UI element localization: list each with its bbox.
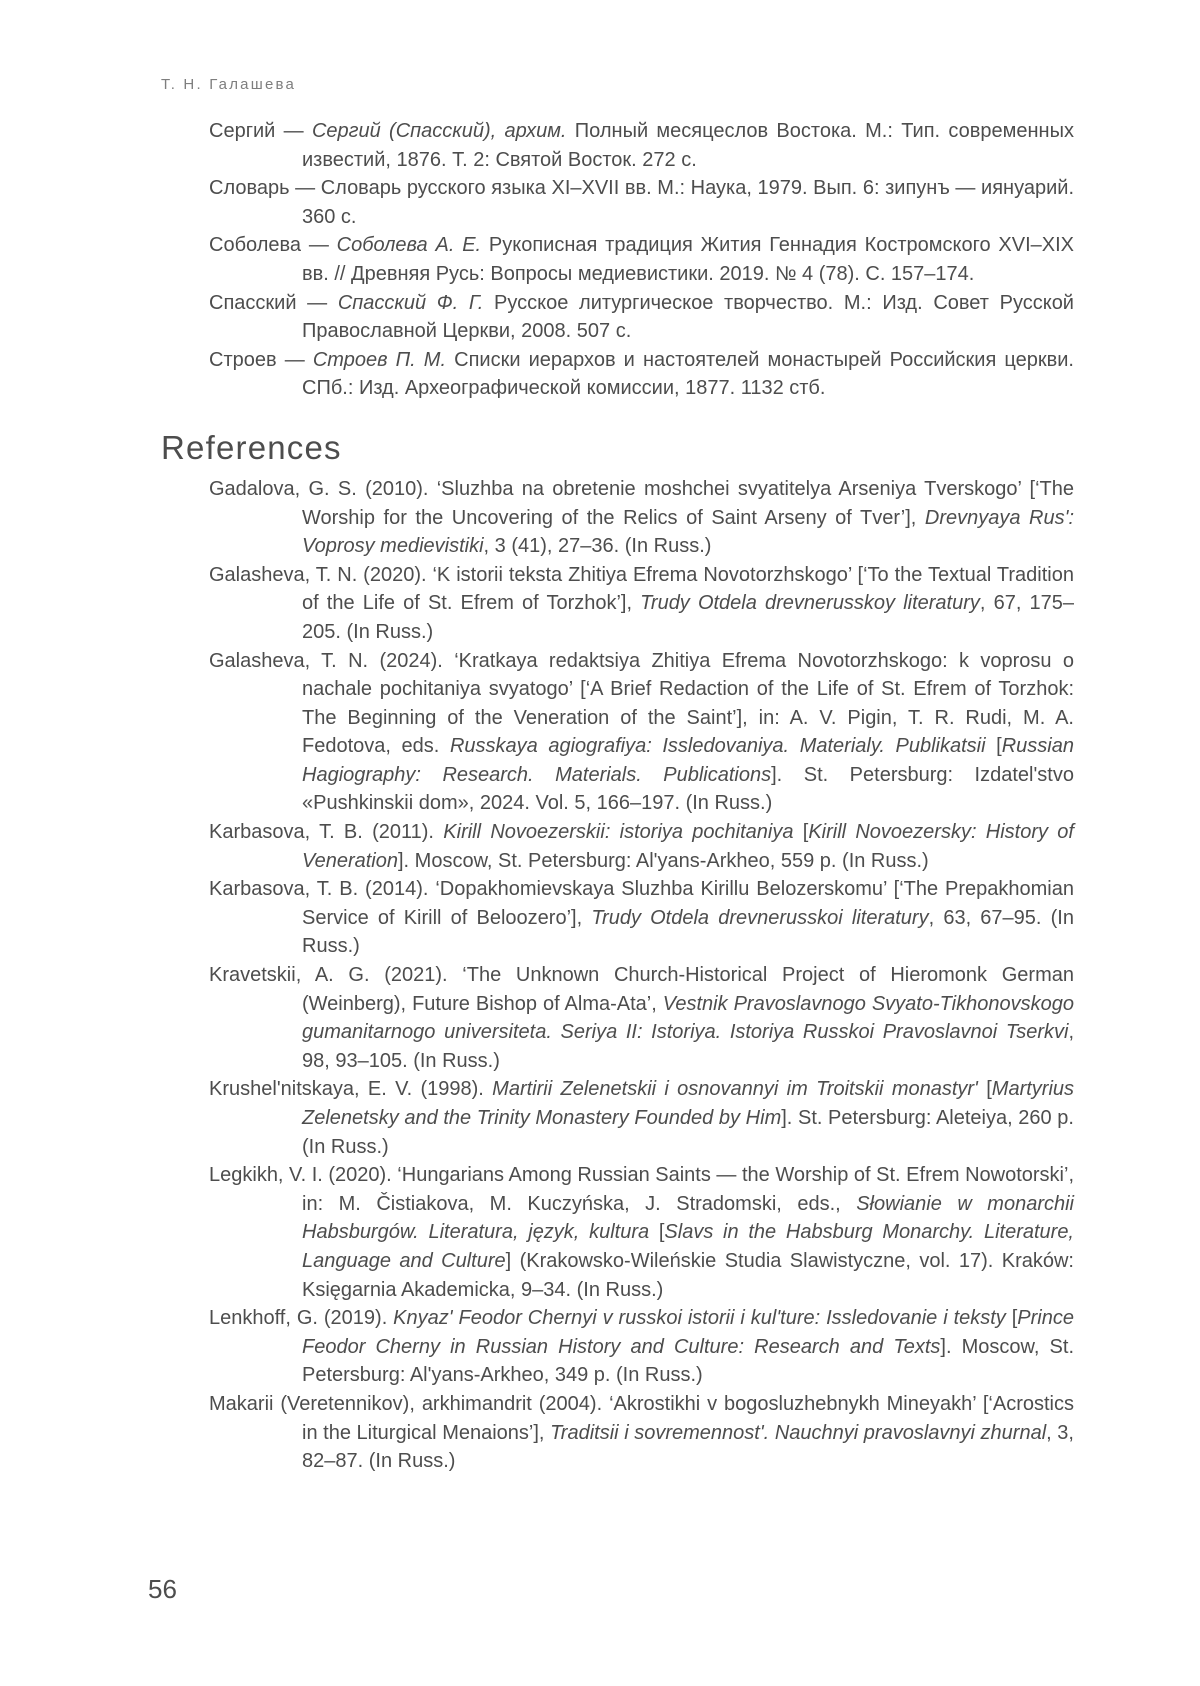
text-segment: [	[649, 1221, 665, 1244]
text-segment: , 98, 93–105. (In Russ.)	[302, 1021, 1074, 1072]
reference-entry	[161, 647, 1074, 819]
italic-title-segment: Slavs in the Habsburg Monarchy. Literature, Language and Culture	[302, 1221, 1074, 1272]
text-segment: Русское литургическое творчество. М.: Изд. Совет Русской Православной Церкви, 2008. 507 с.	[302, 291, 1074, 343]
text-segment: ]. Moscow, St. Petersburg: Al'yans-Arkheo, 349 p. (In Russ.)	[302, 1335, 1074, 1387]
italic-title-segment: Vestnik Pravoslavnogo Svyato-Tikhonovskogo gumanitarnogo universiteta. Seriya II: Istoriya. Istoriya Russkoi Pravoslavnoi Tserkvi	[302, 992, 1074, 1044]
italic-title-segment: Russian Hagiography: Research. Materials. Publications	[302, 735, 1074, 786]
running-header: Т. Н. Галашева	[161, 76, 297, 93]
text-segment: Karbasova, T. B. (2011).	[209, 821, 444, 844]
text-segment: ]. St. Petersburg: Izdatel'stvo «Pushkinskii dom», 2024. Vol. 5, 166–197. (In Russ.)	[302, 763, 1074, 815]
page-content	[161, 117, 1074, 1476]
text-segment: ]. Moscow, St. Petersburg: Al'yans-Arkheo, 559 p. (In Russ.)	[398, 849, 929, 872]
italic-title-segment: Russkaya agiografiya: Issledovaniya. Materialy. Publikatsii	[449, 735, 986, 758]
bibliography-entry	[161, 117, 1074, 174]
italic-title-segment: Соболева А. Е.	[336, 234, 482, 257]
text-segment: Legkikh, V. I. (2020). ‘Hungarians Among Russian Saints — the Worship of St. Efrem Nowotorski’, in: M. Čistiakova, M. Kuczyńska, J. Stradomski, eds.,	[209, 1164, 1074, 1215]
italic-title-segment: Martyrius Zelenetsky and the Trinity Monastery Founded by Him	[302, 1078, 1075, 1129]
reference-entry	[161, 1390, 1074, 1476]
bibliography-entry	[161, 231, 1074, 288]
references-heading: References	[161, 428, 342, 466]
text-segment: [	[793, 821, 809, 844]
italic-title-segment: Knyaz' Feodor Chernyi v russkoi istorii i kul'ture: Issledovanie i teksty	[393, 1307, 1006, 1330]
text-segment: Galasheva, T. N. (2024). ‘Kratkaya redaktsiya Zhitiya Efrema Novotorzhskogo: k voprosu o nachale pochitaniya svyatogo’ [‘A Brief Redaction of the Life of St. Efrem of Torzhok: The Beginning of the Veneration of the Saint’], in: A. V. Pigin, T. R. Rudi, M. A. Fedotova, eds.	[209, 649, 1074, 758]
text-segment: , 67, 175–205. (In Russ.)	[302, 592, 1075, 643]
text-segment: ]. St. Petersburg: Aleteiya, 260 p. (In Russ.)	[302, 1107, 1074, 1158]
bibliography-entry	[161, 289, 1074, 346]
text-segment: Полный месяцеслов Востока. М.: Тип. современных известий, 1876. Т. 2: Святой Восток. 272 с.	[302, 120, 1074, 171]
text-segment: Kravetskii, A. G. (2021). ‘The Unknown Church-Historical Project of Hieromonk German (Weinberg), Future Bishop of Alma-Ata’,	[209, 964, 1074, 1015]
bibliography-entry	[161, 174, 1074, 231]
text-segment: , 3, 82–87. (In Russ.)	[302, 1421, 1074, 1473]
references-section	[161, 475, 1074, 1476]
text-segment: [	[1005, 1307, 1018, 1330]
text-segment: [	[985, 735, 1002, 758]
italic-title-segment: Trudy Otdela drevnerusskoi literatury	[591, 906, 929, 929]
reference-entry	[161, 961, 1074, 1075]
text-segment: Спасский —	[209, 291, 338, 314]
text-segment: [	[977, 1078, 992, 1101]
italic-title-segment: Kirill Novoezersky: History of Veneration	[302, 821, 1074, 872]
text-segment: Списки иерархов и настоятелей монастырей Российския церкви. СПб.: Изд. Археографической комиссии, 1877. 1132 стб.	[302, 348, 1074, 400]
text-segment: Рукописная традиция Жития Геннадия Костромского XVI–XIX вв. // Древняя Русь: Вопросы медиевистики. 2019. № 4 (78). С. 157–174.	[302, 234, 1075, 285]
text-segment: Соболева —	[209, 234, 337, 257]
italic-title-segment: Słowianie w monarchii Habsburgów. Literatura, język, kultura	[302, 1192, 1074, 1244]
reference-entry	[161, 1161, 1074, 1304]
page-number: 56	[148, 1574, 177, 1604]
abbreviations-section	[161, 117, 1074, 403]
text-segment: , 3 (41), 27–36. (In Russ.)	[483, 535, 712, 558]
text-segment: Gadalova, G. S. (2010). ‘Sluzhba na obretenie moshchei svyatitelya Arseniya Tverskogo’ [‘The Worship for the Uncovering of the Relics of Saint Arseny of Tver’],	[209, 477, 1074, 529]
italic-title-segment: Сергий (Спасский), архим.	[311, 120, 567, 142]
reference-entry	[161, 875, 1074, 961]
italic-title-segment: Prince Feodor Cherny in Russian History and Culture: Research and Texts	[302, 1307, 1074, 1358]
italic-title-segment: Drevnyaya Rus': Voprosy medievistiki	[302, 506, 1074, 558]
italic-title-segment: Спасский Ф. Г.	[337, 291, 484, 314]
text-segment: , 63, 67–95. (In Russ.)	[302, 906, 1074, 958]
italic-title-segment: Trudy Otdela drevnerusskoy literatury	[640, 592, 980, 615]
text-segment: Lenkhoff, G. (2019).	[209, 1307, 394, 1330]
reference-entry	[161, 818, 1074, 875]
text-segment: Galasheva, T. N. (2020). ‘K istorii teksta Zhitiya Efrema Novotorzhskogo’ [‘To the Textual Tradition of the Life of St. Efrem of Torzhok’],	[209, 563, 1074, 615]
text-segment: Krushel'nitskaya, E. V. (1998).	[209, 1078, 493, 1101]
text-segment: Словарь — Словарь русского языка XI–XVII вв. М.: Наука, 1979. Вып. 6: зипунъ — иянуарий. 360 с.	[209, 177, 1074, 228]
italic-title-segment: Строев П. М.	[312, 348, 447, 371]
italic-title-segment: Traditsii i sovremennost'. Nauchnyi pravoslavnyi zhurnal	[550, 1421, 1047, 1444]
text-segment: ] (Krakowsko-Wileńskie Studia Slawistyczne, vol. 17). Kraków: Księgarnia Akademicka, 9–34. (In Russ.)	[302, 1249, 1074, 1301]
text-segment: Karbasova, T. B. (2014). ‘Dopakhomievskaya Sluzhba Kirillu Belozerskomu’ [‘The Prepakhomian Service of Kirill of Beloozero’],	[209, 878, 1074, 929]
reference-entry	[161, 475, 1074, 561]
reference-entry	[161, 561, 1074, 647]
text-segment: Сергий —	[209, 120, 312, 142]
italic-title-segment: Kirill Novoezerskii: istoriya pochitaniya	[443, 821, 794, 844]
bibliography-entry	[161, 346, 1074, 403]
reference-entry	[161, 1304, 1074, 1390]
italic-title-segment: Martirii Zelenetskii i osnovannyi im Troitskii monastyr'	[492, 1078, 978, 1101]
text-segment: Makarii (Veretennikov), arkhimandrit (2004). ‘Akrostikhi v bogosluzhebnykh Mineyakh’ [‘Acrostics in the Liturgical Menaions’],	[209, 1392, 1074, 1444]
reference-entry	[161, 1075, 1074, 1161]
text-segment: Строев —	[209, 348, 313, 371]
